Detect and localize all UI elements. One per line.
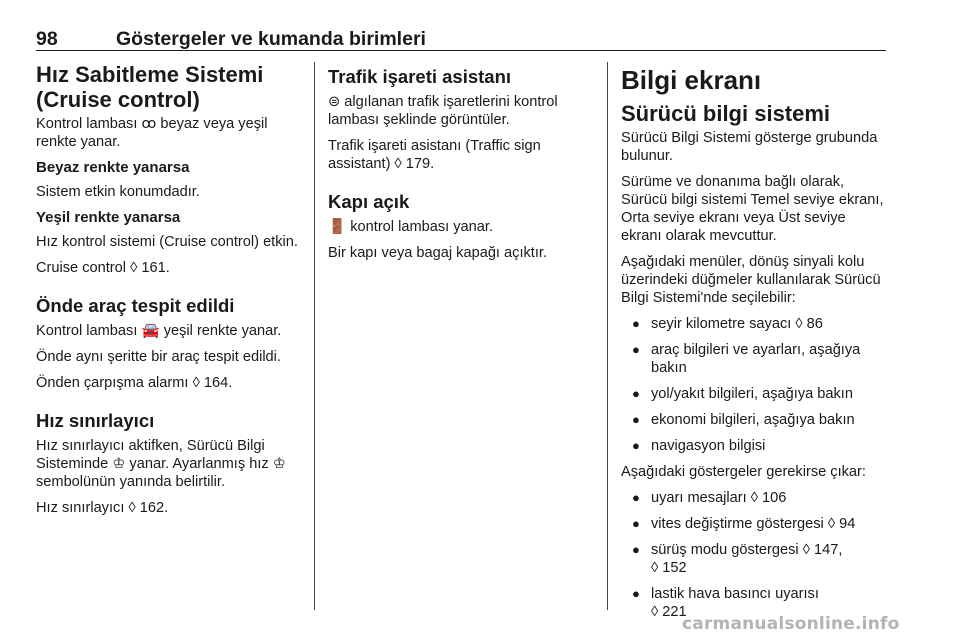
section-title-vehicle-ahead: Önde araç tespit edildi bbox=[36, 295, 235, 316]
section-title-info-display: Bilgi ekranı bbox=[621, 65, 762, 95]
text: Hız sınırlayıcı aktifken, Sürücü Bilgi Sisteminde bbox=[36, 438, 265, 472]
bullet-icon: ● bbox=[632, 490, 640, 505]
green-paragraph: Hız kontrol sistemi (Cruise control) etkin. bbox=[36, 234, 298, 250]
bullet-icon: ● bbox=[632, 316, 640, 331]
speed-limiter-icon: ♔ bbox=[112, 456, 126, 472]
list-item bbox=[621, 437, 889, 455]
text: Trafik işareti asistanı (Traffic sign assistant) bbox=[328, 138, 541, 172]
text: vites değiştirme göstergesi bbox=[651, 516, 824, 532]
text: yanar. Ayarlanmış hız bbox=[129, 456, 269, 472]
vehicle-ahead-icon: 🚘 bbox=[141, 323, 160, 339]
section-title-speed-limiter: Hız sınırlayıcı bbox=[36, 410, 155, 431]
text: lastik hava basıncı uyarısı bbox=[651, 586, 819, 602]
text: sembolünün yanında belirtilir. bbox=[36, 474, 226, 490]
reference-arrow-icon: ◊ bbox=[750, 490, 758, 506]
reference-arrow-icon: ◊ bbox=[130, 260, 138, 276]
page-reference-link[interactable]: 164. bbox=[203, 375, 233, 391]
text: araç bilgileri ve ayarları, aşağıya bakın bbox=[651, 342, 861, 376]
list-item bbox=[621, 411, 889, 429]
door-paragraph-1 bbox=[328, 218, 596, 236]
dis-paragraph-4: Aşağıdaki göstergeler gerekirse çıkar: bbox=[621, 464, 866, 480]
vehicle-reference bbox=[36, 374, 302, 392]
bullet-icon: ● bbox=[632, 438, 640, 453]
cruise-control-icon: ꝏ bbox=[141, 116, 157, 132]
text: Kontrol lambası bbox=[36, 323, 138, 339]
reference-arrow-icon: ◊ bbox=[651, 560, 659, 576]
vehicle-paragraph-1 bbox=[36, 322, 302, 340]
page-reference-link[interactable]: 86 bbox=[806, 316, 823, 332]
bullet-icon: ● bbox=[632, 586, 640, 601]
cruise-reference bbox=[36, 259, 302, 277]
column-divider-1 bbox=[314, 62, 315, 610]
text: Cruise control bbox=[36, 260, 127, 276]
running-title: Göstergeler ve kumanda birimleri bbox=[116, 28, 426, 50]
text: algılanan trafik işaretlerini kontrol lambası şeklinde görüntüler. bbox=[328, 94, 558, 128]
list-item bbox=[621, 515, 889, 533]
page-reference-link[interactable]: 221 bbox=[662, 604, 687, 620]
page-reference-link[interactable]: 147, bbox=[813, 542, 843, 558]
text: sürüş modu göstergesi bbox=[651, 542, 799, 558]
list-item bbox=[621, 341, 889, 377]
cruise-paragraph bbox=[36, 115, 302, 151]
column-3 bbox=[621, 62, 889, 629]
text: uyarı mesajları bbox=[651, 490, 747, 506]
dis-paragraph-3: Aşağıdaki menüler, dönüş sinyali kolu üzerindeki düğmeler kullanılarak Sürücü Bilgi Sistemi'nde seçilebilir: bbox=[621, 254, 881, 306]
section-title-cruise: Hız Sabitleme Sistemi (Cruise control) bbox=[36, 62, 264, 112]
limiter-paragraph bbox=[36, 437, 302, 491]
page-reference-link[interactable]: 162. bbox=[139, 500, 169, 516]
text: Kontrol lambası bbox=[36, 116, 138, 132]
text: beyaz veya yeşil renkte yanar. bbox=[36, 116, 268, 150]
dis-paragraph-2: Sürüme ve donanıma bağlı olarak, Sürücü bilgi sistemi Temel seviye ekranı, Orta seviye ekranı veya Üst seviye ekranı olarak mevcuttur. bbox=[621, 174, 884, 244]
list-item bbox=[621, 541, 889, 577]
reference-arrow-icon: ◊ bbox=[795, 316, 803, 332]
text: yol/yakıt bilgileri, aşağıya bakın bbox=[651, 386, 853, 402]
reference-arrow-icon: ◊ bbox=[802, 542, 810, 558]
reference-arrow-icon: ◊ bbox=[128, 500, 136, 516]
white-paragraph: Sistem etkin konumdadır. bbox=[36, 184, 200, 200]
column-divider-2 bbox=[607, 62, 608, 610]
bullet-icon: ● bbox=[632, 386, 640, 401]
traffic-sign-icon: ⊜ bbox=[328, 94, 341, 110]
reference-arrow-icon: ◊ bbox=[394, 156, 402, 172]
menu-list bbox=[621, 315, 889, 455]
bullet-icon: ● bbox=[632, 542, 640, 557]
text: kontrol lambası yanar. bbox=[350, 219, 494, 235]
page-number: 98 bbox=[36, 28, 58, 50]
traffic-sign-paragraph bbox=[328, 93, 596, 129]
subheading-white: Beyaz renkte yanarsa bbox=[36, 159, 190, 176]
page-reference-link[interactable]: 179. bbox=[405, 156, 435, 172]
text: navigasyon bilgisi bbox=[651, 438, 766, 454]
column-2 bbox=[328, 62, 596, 270]
indicator-list bbox=[621, 489, 889, 621]
list-item bbox=[621, 489, 889, 507]
section-title-traffic-sign: Trafik işareti asistanı bbox=[328, 66, 512, 87]
list-item bbox=[621, 315, 889, 333]
reference-arrow-icon: ◊ bbox=[192, 375, 200, 391]
section-title-driver-info: Sürücü bilgi sistemi bbox=[621, 101, 831, 126]
page-reference-link[interactable]: 94 bbox=[839, 516, 856, 532]
text: Hız sınırlayıcı bbox=[36, 500, 125, 516]
limiter-reference bbox=[36, 499, 302, 517]
bullet-icon: ● bbox=[632, 516, 640, 531]
bullet-icon: ● bbox=[632, 412, 640, 427]
text: ekonomi bilgileri, aşağıya bakın bbox=[651, 412, 855, 428]
reference-arrow-icon: ◊ bbox=[827, 516, 836, 532]
watermark-footer: carmanualsonline.info bbox=[682, 614, 900, 634]
page-reference-link[interactable]: 106 bbox=[762, 490, 787, 506]
subheading-green: Yeşil renkte yanarsa bbox=[36, 209, 181, 226]
door-open-icon: 🚪 bbox=[328, 219, 347, 235]
page-header bbox=[36, 28, 886, 51]
column-1 bbox=[36, 62, 302, 525]
page-reference-link[interactable]: 152 bbox=[662, 560, 687, 576]
page-reference-link[interactable]: 161. bbox=[141, 260, 170, 276]
text: Önden çarpışma alarmı bbox=[36, 375, 189, 391]
dis-paragraph-1: Sürücü Bilgi Sistemi gösterge grubunda bulunur. bbox=[621, 130, 878, 164]
reference-arrow-icon: ◊ bbox=[651, 604, 659, 620]
text: seyir kilometre sayacı bbox=[651, 316, 792, 332]
traffic-sign-reference bbox=[328, 137, 596, 173]
bullet-icon: ● bbox=[632, 342, 640, 357]
section-title-door-open: Kapı açık bbox=[328, 191, 410, 212]
speed-limiter-icon: ♔ bbox=[272, 456, 286, 472]
text: yeşil renkte yanar. bbox=[163, 323, 282, 339]
vehicle-paragraph-2: Önde aynı şeritte bir araç tespit edildi. bbox=[36, 349, 281, 365]
list-item bbox=[621, 385, 889, 403]
door-paragraph-2: Bir kapı veya bagaj kapağı açıktır. bbox=[328, 245, 548, 261]
